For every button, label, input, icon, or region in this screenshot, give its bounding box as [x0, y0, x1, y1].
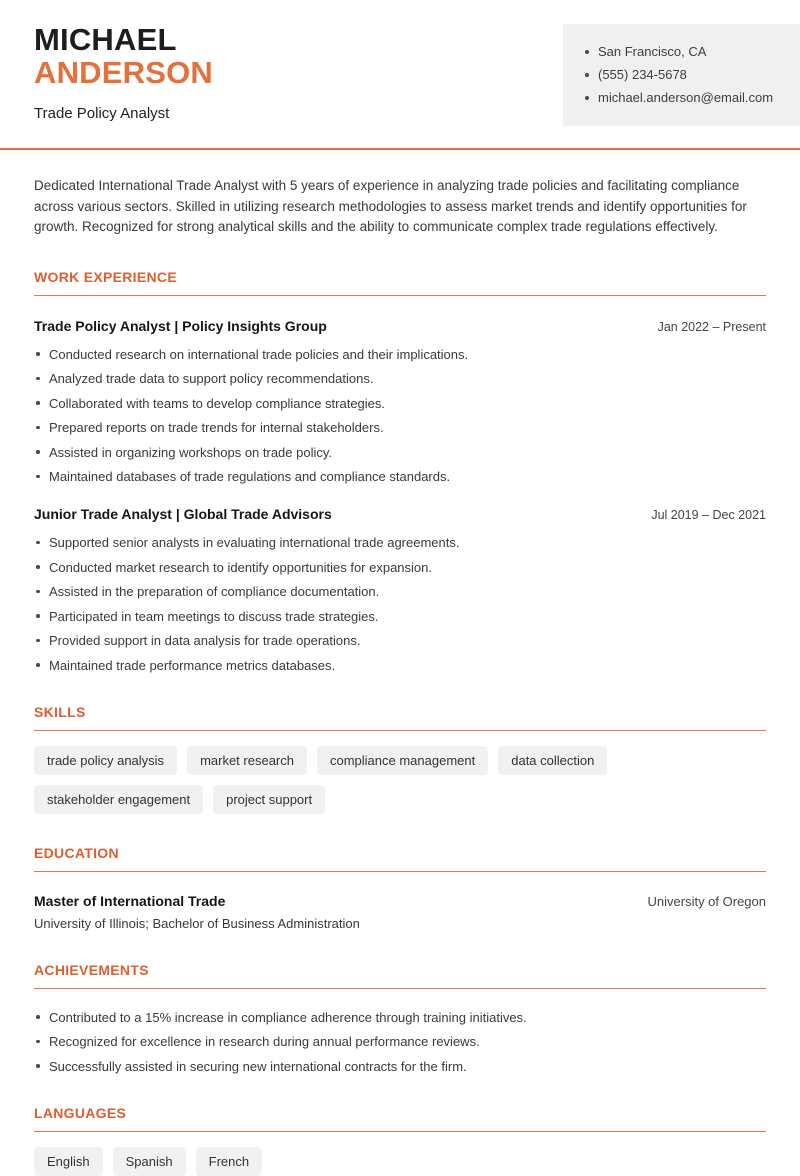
candidate-name [34, 24, 213, 89]
header [34, 0, 774, 126]
bullet-item: Contributed to a 15% increase in compliance adherence through training initiatives. [34, 1010, 766, 1025]
first-name: MICHAEL [34, 22, 177, 57]
section-work-experience [34, 269, 766, 673]
skill-chip: market research [187, 746, 307, 775]
section-underline [34, 988, 766, 989]
job-bullet-list [34, 347, 766, 485]
bullet-item: Successfully assisted in securing new international contracts for the firm. [34, 1059, 766, 1074]
section-achievements [34, 962, 766, 1074]
section-languages [34, 1105, 766, 1176]
job-title: Trade Policy Analyst [34, 105, 170, 123]
bullet-item: Supported senior analysts in evaluating international trade agreements. [34, 535, 766, 550]
last-name: ANDERSON [34, 54, 214, 90]
contact-item: (555) 234-5678 [585, 67, 780, 83]
section-underline [34, 295, 766, 296]
section-education [34, 845, 766, 931]
job-entry [34, 318, 766, 485]
skill-chip: project support [213, 785, 325, 814]
skill-chip: stakeholder engagement [34, 785, 203, 814]
bullet-item: Maintained trade performance metrics databases. [34, 658, 766, 673]
education-heading-row [34, 893, 766, 909]
bullet-item: Assisted in the preparation of compliance documentation. [34, 584, 766, 599]
language-chip: Spanish [113, 1147, 186, 1176]
bullet-item: Recognized for excellence in research during annual performance reviews. [34, 1034, 766, 1049]
section-title-work: WORK EXPERIENCE [34, 268, 177, 285]
education-details: University of Illinois; Bachelor of Business Administration [34, 915, 360, 931]
section-title-achievements: ACHIEVEMENTS [34, 961, 149, 978]
skill-chip: trade policy analysis [34, 746, 177, 775]
job-heading: Junior Trade Analyst | Global Trade Advisors [34, 506, 332, 522]
bullet-item: Participated in team meetings to discuss trade strategies. [34, 609, 766, 624]
job-dates: Jan 2022 – Present [657, 319, 766, 334]
bullet-item: Analyzed trade data to support policy recommendations. [34, 371, 766, 386]
bullet-item: Prepared reports on trade trends for internal stakeholders. [34, 420, 766, 435]
bullet-item: Maintained databases of trade regulations and compliance standards. [34, 469, 766, 484]
contact-box [563, 24, 800, 126]
section-skills [34, 704, 766, 814]
language-chip: French [196, 1147, 262, 1176]
name-block [34, 24, 213, 122]
skill-chip: compliance management [317, 746, 488, 775]
bullet-item: Assisted in organizing workshops on trade policy. [34, 445, 766, 460]
education-degree: Master of International Trade [34, 892, 226, 909]
job-entry [34, 506, 766, 673]
bullet-item: Conducted research on international trade policies and their implications. [34, 347, 766, 362]
section-underline [34, 871, 766, 872]
skill-chip: data collection [498, 746, 607, 775]
section-underline [34, 1131, 766, 1132]
contact-item: San Francisco, CA [585, 44, 780, 60]
bullet-item: Collaborated with teams to develop compliance strategies. [34, 396, 766, 411]
skills-chip-list [34, 746, 766, 814]
section-underline [34, 730, 766, 731]
section-title-skills: SKILLS [34, 703, 86, 720]
language-chip: English [34, 1147, 103, 1176]
section-title-languages: LANGUAGES [34, 1104, 127, 1121]
summary-text: Dedicated International Trade Analyst with 5 years of experience in analyzing trade policies and facilitating compliance across various sectors. Skilled in utilizing research methodologies to assess market trends and identify opportunities for growth. Recognized for strong analytical skills and the ability to communicate complex trade regulations effectively. [34, 178, 747, 234]
languages-chip-list [34, 1147, 766, 1176]
bullet-item: Conducted market research to identify opportunities for expansion. [34, 560, 766, 575]
job-heading-row [34, 506, 766, 522]
contact-list [585, 44, 780, 106]
section-title-education: EDUCATION [34, 844, 119, 861]
job-bullet-list [34, 535, 766, 673]
header-divider [0, 148, 800, 150]
job-heading: Trade Policy Analyst | Policy Insights Group [34, 317, 327, 334]
education-institution: University of Oregon [647, 893, 766, 909]
contact-item: michael.anderson@email.com [585, 90, 780, 106]
job-dates: Jul 2019 – Dec 2021 [651, 508, 766, 522]
achievements-bullet-list [34, 1010, 766, 1074]
job-heading-row [34, 318, 766, 334]
bullet-item: Provided support in data analysis for trade operations. [34, 633, 766, 648]
